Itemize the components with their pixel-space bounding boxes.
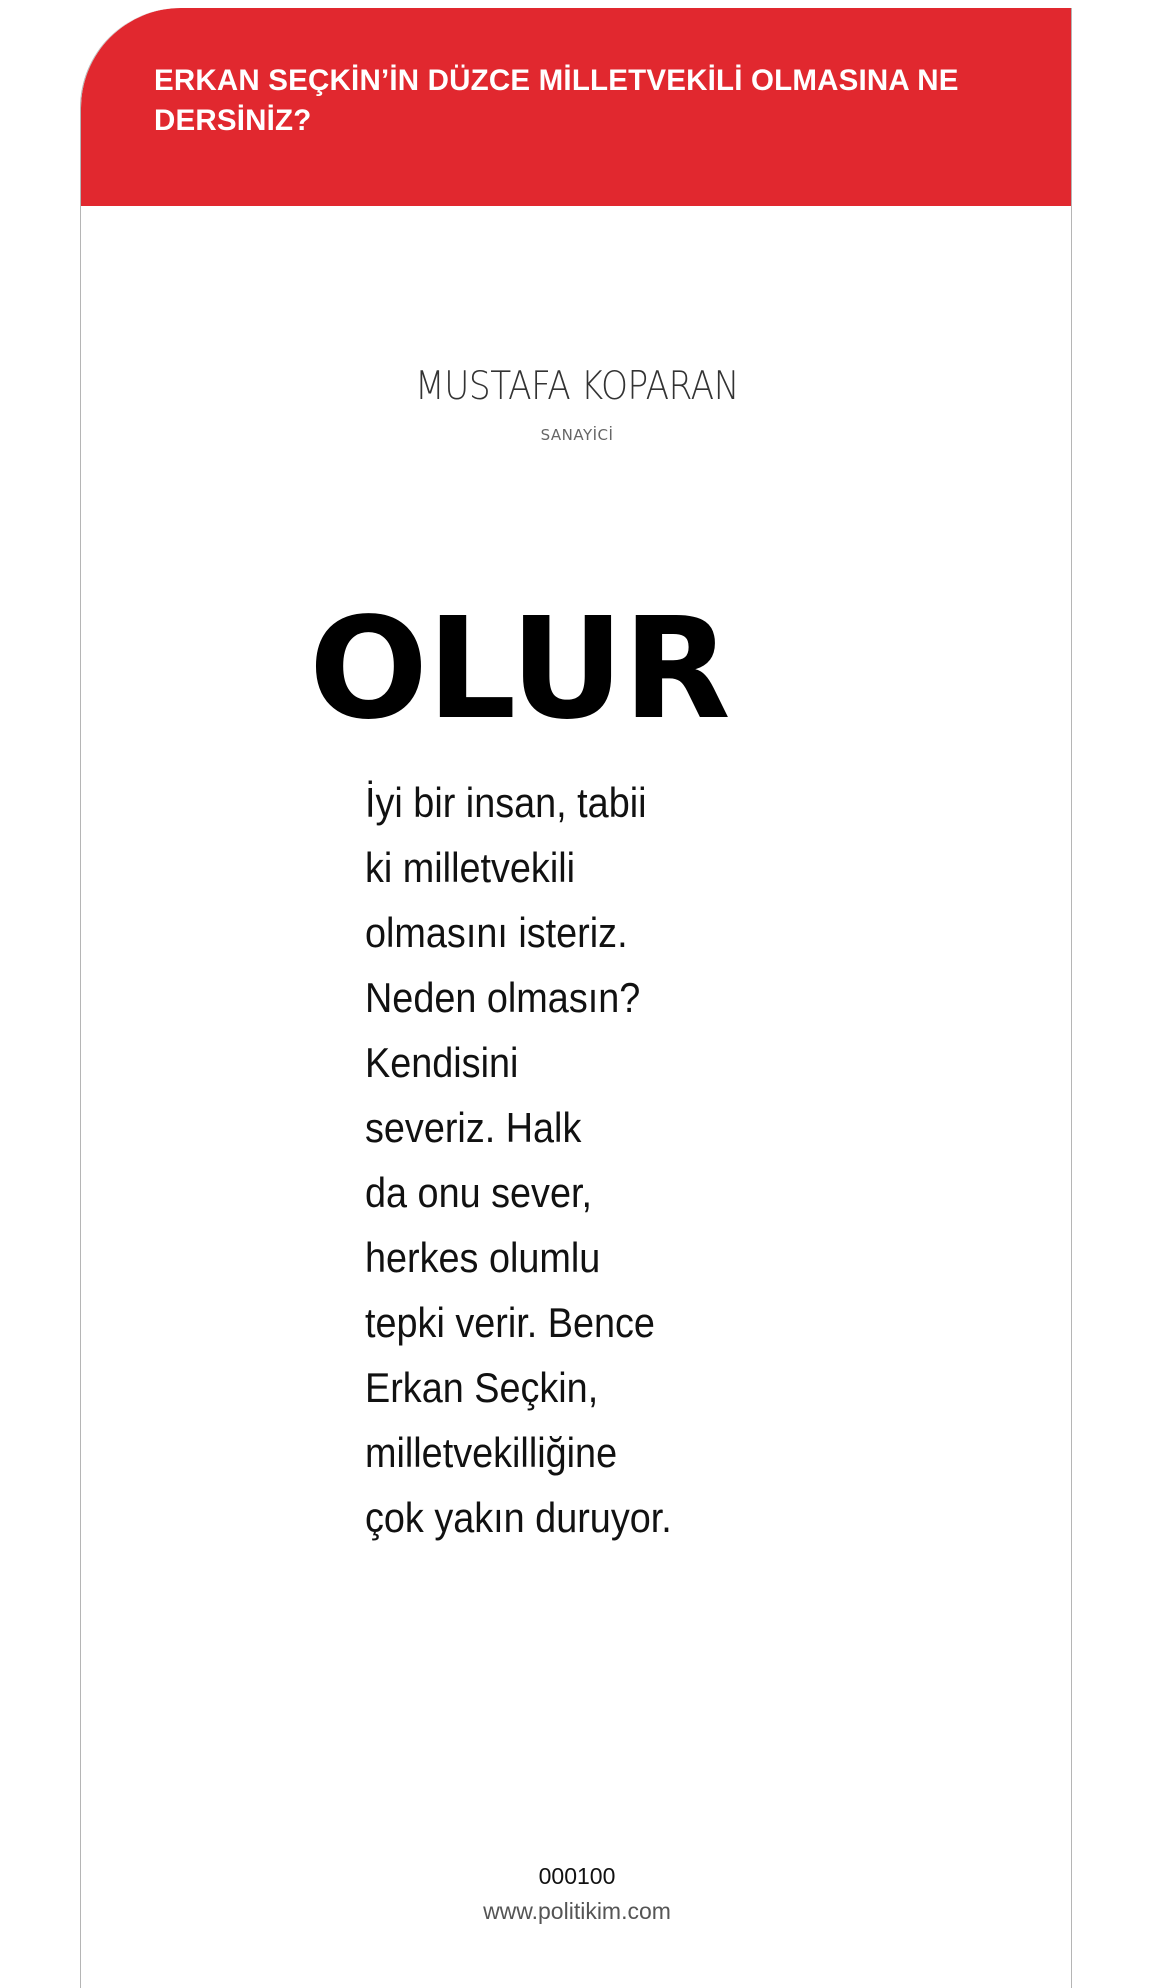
comment-line: Erkan Seçkin,: [365, 1364, 599, 1411]
comment-line: ki milletvekili: [365, 844, 576, 891]
answer-headline: OLUR: [309, 588, 730, 751]
question-text: ERKAN SEÇKİN’İN DÜZCE MİLLETVEKİLİ OLMASINA NE DERSİNİZ?: [154, 64, 959, 137]
respondent-comment: [365, 770, 672, 1550]
comment-line: İyi bir insan, tabii: [365, 779, 647, 826]
comment-line: da onu sever,: [365, 1169, 592, 1216]
survey-card: [80, 8, 1072, 1988]
respondent-name: MUSTAFA KOPARAN: [415, 364, 739, 409]
comment-line: Neden olmasın?: [365, 974, 641, 1021]
comment-line: çok yakın duruyor.: [365, 1494, 672, 1541]
comment-line: severiz. Halk: [365, 1104, 582, 1151]
comment-line: Kendisini: [365, 1039, 519, 1086]
website-link[interactable]: www.politikim.com: [483, 1898, 671, 1924]
page-code: 000100: [538, 1863, 616, 1889]
comment-line: milletvekilliğine: [365, 1429, 618, 1476]
respondent-occupation: SANAYİCİ: [540, 426, 614, 444]
comment-line: herkes olumlu: [365, 1234, 601, 1281]
comment-line: tepki verir. Bence: [365, 1299, 655, 1346]
question-header: [81, 8, 1071, 206]
comment-line: olmasını isteriz.: [365, 909, 628, 956]
